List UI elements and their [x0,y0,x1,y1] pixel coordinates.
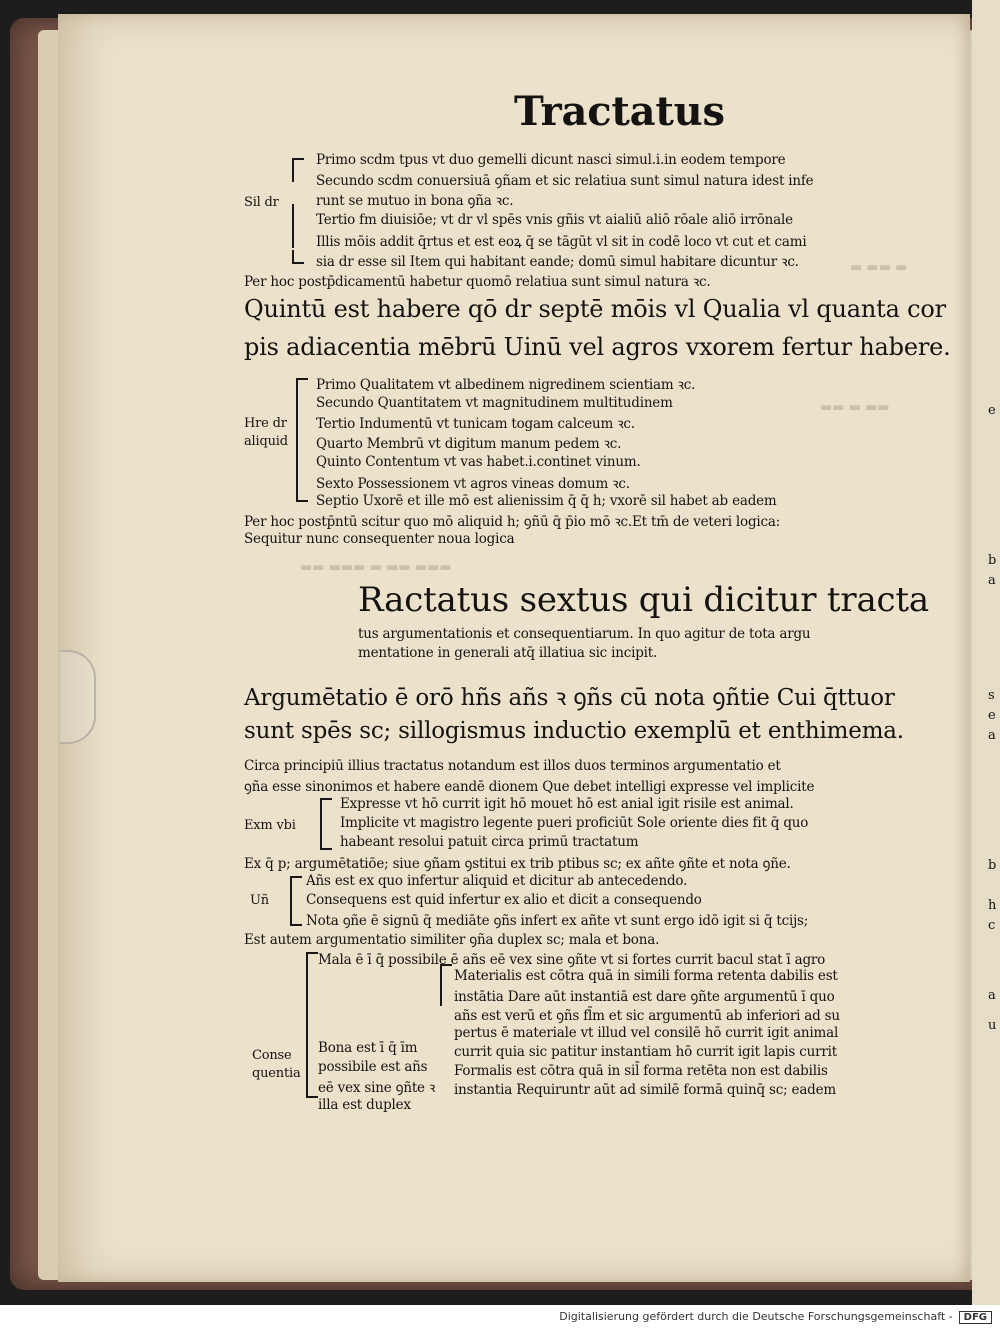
facing-page-glyph: a [988,573,996,588]
text-line: pertus ē materiale vt illud vel consilē hō currit igit animal [454,1025,839,1041]
text-line: eē vex sine ꝯñte ꝛ [318,1080,436,1096]
text-line: Sexto Possessionem vt agros vineas domum ꝛc. [316,476,630,492]
text-line: Tertio Indumentū vt tunicam togam calceum ꝛc. [316,416,635,432]
text-line: Per hoc postp̄dicamentū habetur quomō relatiua sunt simul natura ꝛc. [244,274,711,290]
show-through: ▬▬ ▬▬▬ ▬ ▬▬ ▬▬▬ [300,560,452,575]
margin-label: Sil dr [244,195,279,210]
facing-page-glyph: e [988,708,996,723]
brace [292,250,304,264]
facing-page-glyph: b [988,858,997,873]
facing-page-glyph: c [988,918,996,933]
text-line: Nota ꝯñe ē signū q̄ mediāte ꝯñs infert ex añte vt sunt ergo idō igit si q̄ tcijs; [306,913,809,929]
text-line: Expresse vt hō currit igit hō mouet hō est anial igit risile est animal. [340,796,794,812]
facing-page-edge [972,0,1000,1305]
running-title: Tractatus [514,88,725,135]
text-line: Septio Uxorē et ille mō est alienissim q̄ q̄ h; vxorē sil habet ab eadem [316,493,777,509]
text-line: instātia Dare aūt instantiā est dare ꝯñte argumentū ī quo [454,989,835,1005]
margin-label: Uñ [250,893,269,908]
brace [306,952,318,1092]
text-line: Mala ē ī q̄ possibile ē añs eē vex sine ꝯñte vt si fortes currit bacul stat ī agro [318,952,826,968]
large-text-line: pis adiacentia mēbrū Uinū vel agros vxorem fertur habere. [244,333,951,361]
large-text-line: sunt spēs sc; sillogismus inductio exemplū et enthimema. [244,718,904,744]
text-line: Sequitur nunc consequenter noua logica [244,531,515,547]
text-line: Quarto Membrū vt digitum manum pedem ꝛc. [316,436,622,452]
text-line: Quinto Contentum vt vas habet.i.continet vinum. [316,454,641,470]
facing-page-glyph: e [988,403,996,418]
text-line: Ex q̄ p; argumētatiōe; siue ꝯñam ꝯstitui ex trib ptibus sc; ex añte ꝯñte et nota ꝯñe. [244,856,791,872]
text-line: Formalis est cōtra quā in sil̄ forma retēta non est dabilis [454,1063,828,1079]
brace [440,964,452,1006]
brace [292,158,304,182]
facing-page-glyph: h [988,898,997,913]
facing-page-glyph: b [988,553,997,568]
facing-page-glyph: s [988,688,995,703]
text-line: mentatione in generali atq̄ illatiua sic incipit. [358,645,658,661]
text-line: Primo Qualitatem vt albedinem nigredinem scientiam ꝛc. [316,377,696,393]
brace [320,836,332,850]
text-line: Illis mōis addit q̄rtus et est eoꝝ q̄ se tāgūt vl sit in codē loco vt cut et cami [316,234,807,250]
text-line: añs est verū et ꝯñs fl̄m et sic argumentū ab inferiori ad su [454,1008,840,1024]
text-line: Bona est ī q̄ īm [318,1040,418,1056]
footer-credit [559,1310,992,1324]
text-line: Secundo scdm conuersiuā ꝯñam et sic relatiua sunt simul natura idest infe [316,173,814,189]
show-through: ▬▬ ▬ ▬▬ [820,400,890,415]
section-heading: Ractatus sextus qui dicitur tracta [358,580,929,620]
text-line: runt se mutuo in bona ꝯña ꝛc. [316,193,514,209]
text-line: instantia Requiruntr aūt ad similē formā quinq̄ sc; eadem [454,1082,837,1098]
brace [292,204,294,248]
margin-label: aliquid [244,434,288,449]
text-line: ꝯña esse sinonimos et habere eandē dionem Que debet intelligi expresse vel implicite [244,779,815,795]
text-line: possibile est añs [318,1059,428,1075]
large-text-line: Argumētatio ē orō hñs añs ꝛ ꝯñs cū nota ꝯñtie Cui q̄ttuor [244,685,895,711]
text-line: Circa principiū illius tractatus notandum est illos duos terminos argumentatio et [244,758,781,774]
text-line: tus argumentationis et consequentiarum. In quo agitur de tota argu [358,626,811,642]
text-line: Implicite vt magistro legente pueri proficiūt Sole oriente dies fit q̄ quo [340,815,809,831]
facing-page-glyph: u [988,1018,997,1033]
text-line: Materialis est cōtra quā in simili forma retenta dabilis est [454,968,838,984]
text-line: Añs est ex quo infertur aliquid et dicitur ab antecedendo. [306,873,688,889]
text-line: illa est duplex [318,1097,411,1113]
text-line: Secundo Quantitatem vt magnitudinem multitudinem [316,395,673,411]
dfg-logo: DFG [959,1311,992,1324]
text-line: sia dr esse sil Item qui habitant eande; domū simul habitare dicuntur ꝛc. [316,254,799,270]
margin-label: Exm vbi [244,818,296,833]
text-line: habeant resolui patuit circa primū tractatum [340,834,639,850]
margin-label: Conse [252,1048,292,1063]
page-clip [60,650,96,744]
facing-page-glyph: a [988,728,996,743]
text-line: currit quia sic patitur instantiam hō currit igit lapis currit [454,1044,837,1060]
show-through: ▬ ▬▬ ▬ [850,260,908,275]
footer-text: Digitalisierung gefördert durch die Deutsche Forschungsgemeinschaft - [559,1310,953,1323]
text-line: Est autem argumentatio similiter ꝯña duplex sc; mala et bona. [244,932,660,948]
brace [296,440,308,502]
brace [306,1086,318,1098]
facing-page-glyph: a [988,988,996,1003]
text-line: Primo scdm tpus vt duo gemelli dicunt nasci simul.i.in eodem tempore [316,152,786,168]
margin-label: Hre dr [244,416,287,431]
text-line: Tertio fm diuisiōe; vt dr vl spēs vnis gñis vt aialiū aliō rōale aliō irrōnale [316,212,793,228]
text-line: Per hoc postp̄ntū scitur quo mō aliquid h; ꝯñū q̄ p̄io mō ꝛc.Et tm̄ de veteri logica: [244,514,781,530]
margin-label: quentia [252,1066,301,1081]
large-text-line: Quintū est habere qō dr septē mōis vl Qualia vl quanta cor [244,295,946,323]
brace [290,912,302,926]
text-line: Consequens est quid infertur ex alio et dicit a consequendo [306,892,702,908]
